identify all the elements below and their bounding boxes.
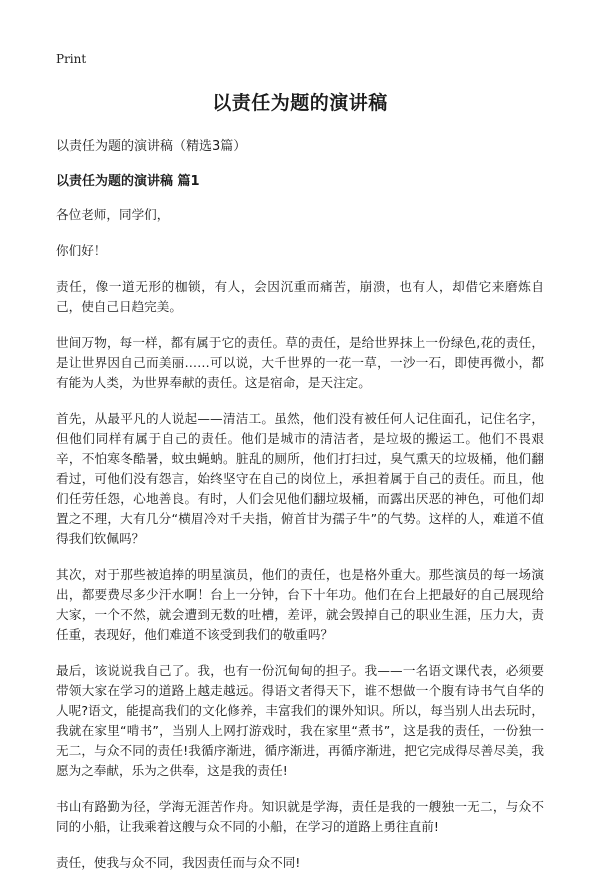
print-link[interactable]: Print xyxy=(56,52,87,66)
paragraph: 书山有路勤为径，学海无涯苦作舟。知识就是学海，责任是我的一艘独一无二，与众不同的小船，让我乘着这艘与众不同的小船，在学习的道路上勇往直前! xyxy=(56,799,544,834)
paragraph: 世间万物，每一样，都有属于它的责任。草的责任，是给世界抹上一份绿色,花的责任，是让世界因自己而美丽……可以说，大千世界的一花一草，一沙一石，即使再微小，都有能为人类，为世界奉献的责任。这是宿命，是天注定。 xyxy=(56,335,544,390)
paragraph: 责任，像一道无形的枷锁，有人，会因沉重而痛苦，崩溃，也有人，却借它来磨炼自己，使自己日趋完美。 xyxy=(56,279,544,314)
paragraph: 其次，对于那些被追捧的明星演员，他们的责任，也是格外重大。那些演员的每一场演出，都要费尽多少汗水啊！台上一分钟，台下十年功。他们在台上把最好的自己展现给大家，一个不然，就会遭到无数的吐槽，差评，就会毁掉自己的职业生涯，压力大，责任重，表现好，他们难道不该受到我们的敬重吗？ xyxy=(56,567,544,642)
document-title: 以责任为题的演讲稿 xyxy=(212,92,388,114)
document-subtitle: 以责任为题的演讲稿（精选3篇） xyxy=(56,139,247,154)
section-heading: 以责任为题的演讲稿 篇1 xyxy=(56,174,200,189)
paragraph-greeting: 你们好！ xyxy=(56,243,107,258)
paragraph: 最后，该说说我自己了。我，也有一份沉甸甸的担子。我——一名语文课代表，必须要带领大家在学习的道路上越走越远。得语文者得天下，谁不想做一个腹有诗书气自华的人呢?语文，能提高我们的文化修养，丰富我们的课外知识。所以，每当别人出去玩时，我就在家里“啃书”，当别人上网打游戏时，我在家里“煮书”，这是我的责任，一份独一无二，与众不同的责任!我循序渐进，循序渐进，再循序渐进，把它完成得尽善尽美，我愿为之奉献，乐为之供奉，这是我的责任! xyxy=(56,663,544,778)
paragraph: 首先，从最平凡的人说起——清洁工。虽然，他们没有被任何人记住面孔，记住名字，但他们同样有属于自己的责任。他们是城市的清洁者，是垃圾的搬运工。他们不畏艰辛，不怕寒冬酷暑，蚊虫蝇蚋。脏乱的厕所，他们打扫过，臭气熏天的垃圾桶，他们翻看过，可他们没有怨言，始终坚守在自己的岗位上，承担着属于自己的责任。而且，他们任劳任怨，心地善良。有时，人们会见他们翻垃圾桶，而露出厌恶的神色，可他们却置之不理，大有几分“横眉冷对千夫指，俯首甘为孺子牛”的气势。这样的人，难道不值得我们钦佩吗？ xyxy=(56,411,544,546)
paragraph-salutation: 各位老师，同学们， xyxy=(56,207,170,222)
paragraph-closing: 责任，使我与众不同，我因责任而与众不同! xyxy=(56,855,301,870)
